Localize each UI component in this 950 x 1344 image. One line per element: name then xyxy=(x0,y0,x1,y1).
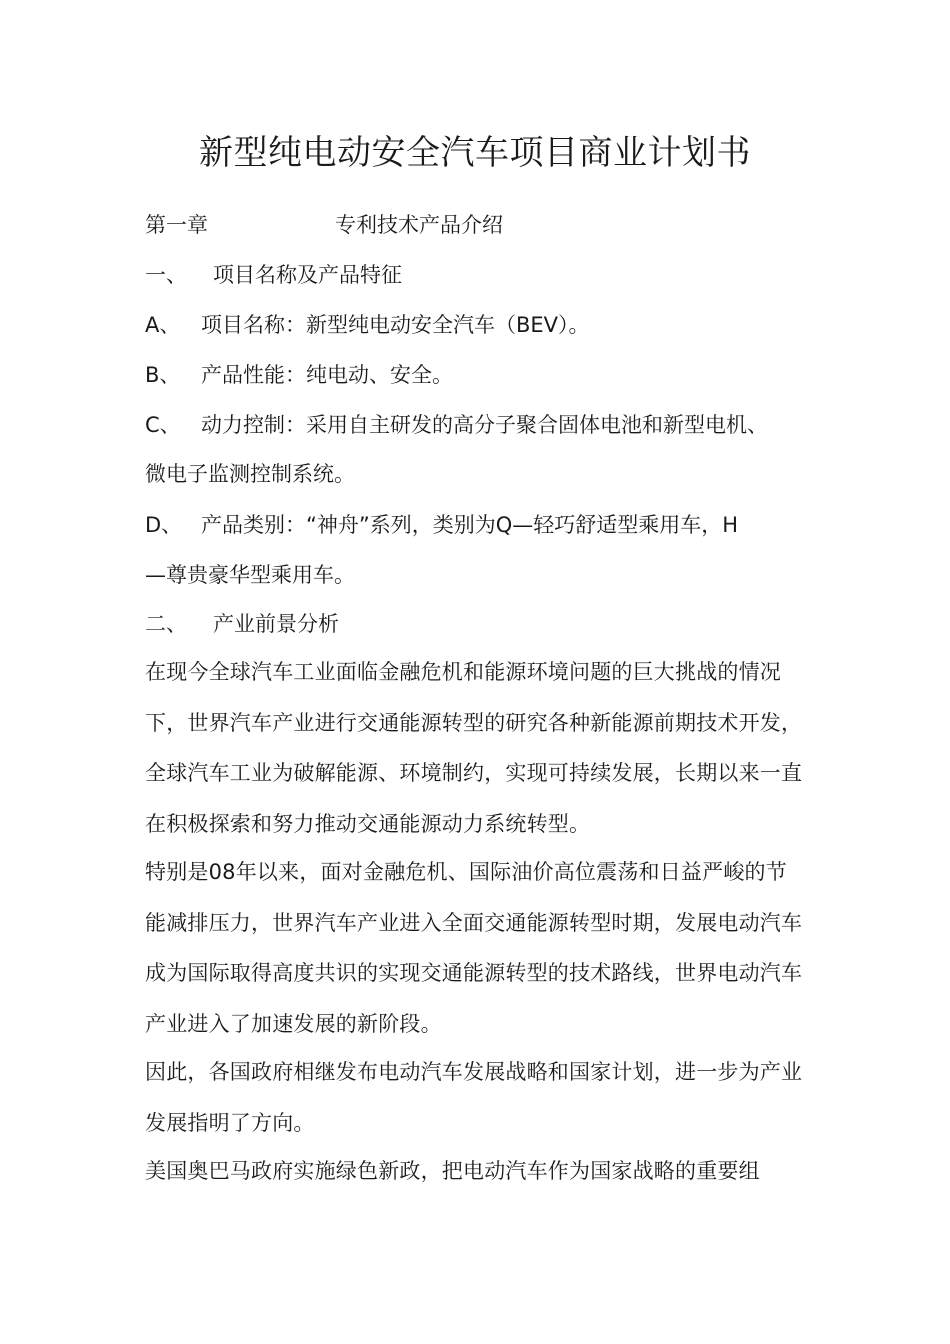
list-item-d-continued xyxy=(145,560,355,590)
item-c-text-continued: 微电子监测控制系统。 xyxy=(145,462,355,486)
document-title: 新型纯电动安全汽车项目商业计划书 xyxy=(199,133,751,173)
list-item-b xyxy=(145,360,453,390)
list-item-c-continued xyxy=(145,459,355,489)
item-d-label: D、 xyxy=(145,513,183,537)
section-heading-2 xyxy=(145,609,339,639)
item-d-text-continued: —尊贵豪华型乘用车。 xyxy=(145,563,355,587)
paragraph-1: 在现今全球汽车工业面临金融危机和能源环境问题的巨大挑战的情况下，世界汽车产业进行交通能源转型的研究各种新能源前期技术开发，全球汽车工业为破解能源、环境制约，实现可持续发展，长期以来一直在积极探索和努力推动交通能源动力系统转型。 xyxy=(145,660,803,836)
item-a-label: A、 xyxy=(145,313,181,337)
item-a-text: 项目名称：新型纯电动安全汽车（BEV）。 xyxy=(201,313,590,337)
section-1-label: 一、 xyxy=(145,263,187,287)
chapter-label: 第一章 xyxy=(145,213,208,237)
item-b-text: 产品性能：纯电动、安全。 xyxy=(201,363,453,387)
section-2-title: 产业前景分析 xyxy=(213,612,339,636)
paragraph-2: 特别是08年以来，面对金融危机、国际油价高位震荡和日益严峻的节能减排压力，世界汽车产业进入全面交通能源转型时期，发展电动汽车成为国际取得高度共识的实现交通能源转型的技术路线，世界电动汽车产业进入了加速发展的新阶段。 xyxy=(145,860,803,1036)
section-heading-1 xyxy=(145,260,402,290)
chapter-heading xyxy=(145,210,503,240)
paragraph-4: 美国奥巴马政府实施绿色新政，把电动汽车作为国家战略的重要组 xyxy=(145,1159,760,1183)
list-item-d xyxy=(145,510,738,540)
paragraph-3: 因此，各国政府相继发布电动汽车发展战略和国家计划，进一步为产业发展指明了方向。 xyxy=(145,1060,803,1135)
section-1-title: 项目名称及产品特征 xyxy=(213,263,402,287)
item-c-text: 动力控制：采用自主研发的高分子聚合固体电池和新型电机、 xyxy=(201,413,768,437)
list-item-c xyxy=(145,410,768,440)
section-2-label: 二、 xyxy=(145,612,187,636)
item-b-label: B、 xyxy=(145,363,181,387)
list-item-a xyxy=(145,310,590,340)
chapter-title: 专利技术产品介绍 xyxy=(335,213,503,237)
item-c-label: C、 xyxy=(145,413,181,437)
item-d-text: 产品类别：“神舟”系列，类别为Q—轻巧舒适型乘用车，H xyxy=(201,513,739,537)
